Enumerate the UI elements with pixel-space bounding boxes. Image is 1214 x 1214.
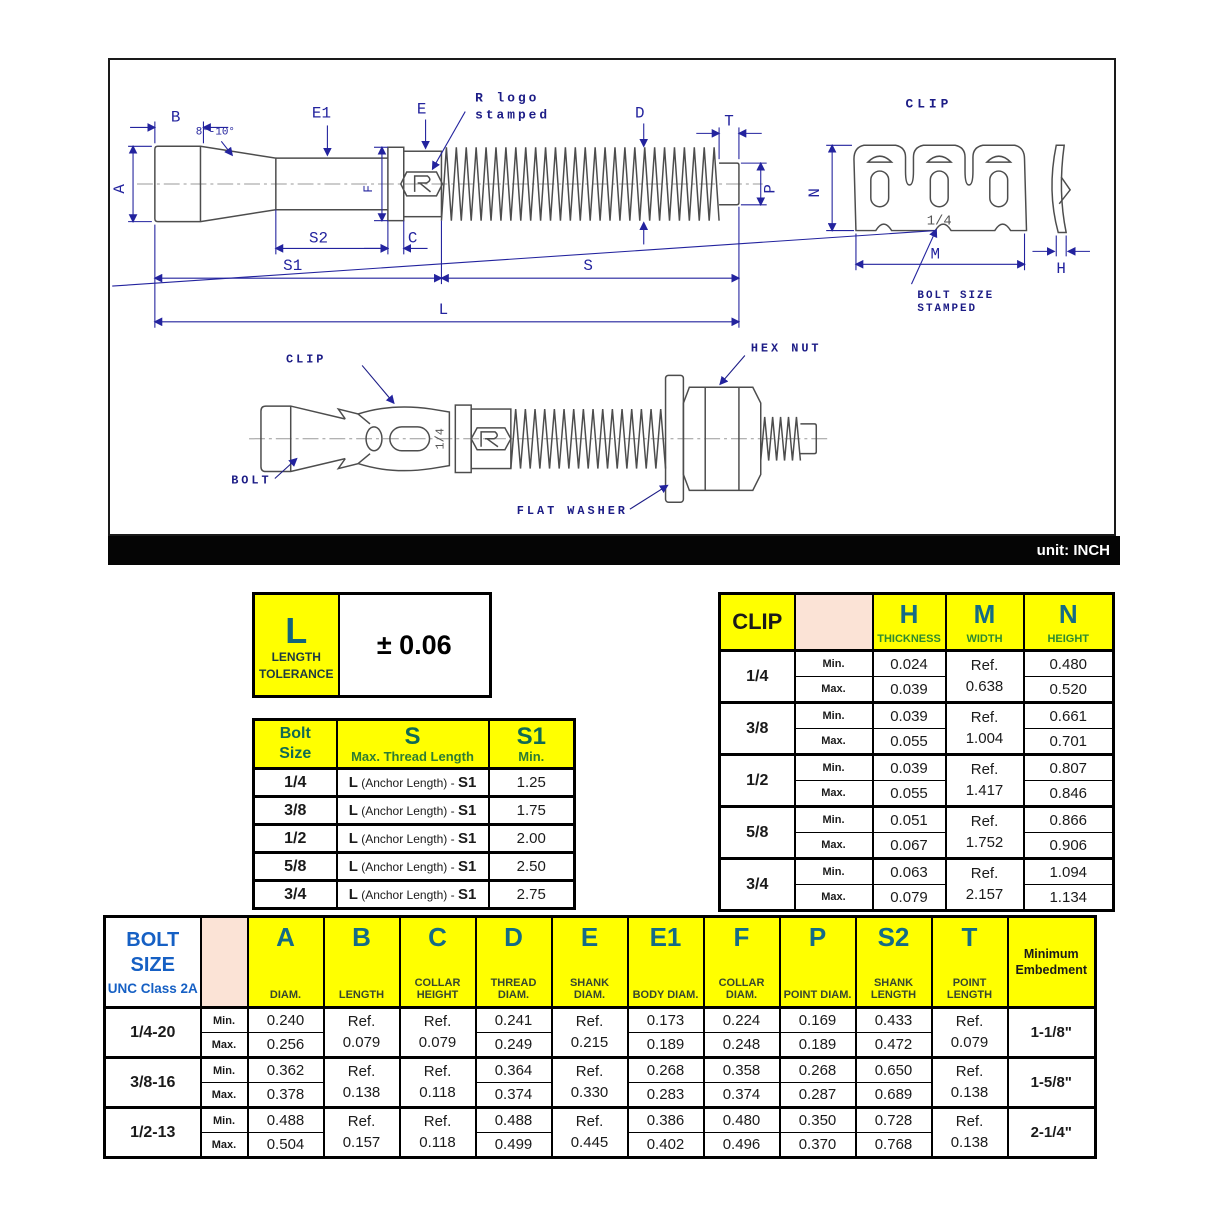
value-cell: 0.370 [780, 1133, 856, 1158]
value-cell: 0.520 [1024, 677, 1114, 703]
header-m: M WIDTH [946, 594, 1024, 651]
value-cell: 0.768 [856, 1133, 932, 1158]
size-cell: 1/2 [254, 825, 337, 853]
value-cell: 0.728 [856, 1108, 932, 1133]
dim-D: D [635, 104, 645, 123]
value-cell: 0.402 [628, 1133, 704, 1158]
table-row [105, 1008, 1096, 1033]
ref-value-cell: Ref. 0.138 [932, 1108, 1008, 1158]
value-cell: 0.374 [704, 1083, 780, 1108]
min-label: Min. [201, 1108, 248, 1133]
dim-T: T [724, 112, 734, 131]
value-cell: 0.169 [780, 1008, 856, 1033]
max-label: Max. [795, 885, 873, 911]
size-cell: 1/4-20 [105, 1008, 201, 1058]
value-cell: 0.358 [704, 1058, 780, 1083]
size-cell: 1/2 [720, 755, 795, 807]
header-s2: S2 SHANK LENGTH [856, 917, 932, 1008]
min-label: Min. [795, 651, 873, 677]
value-cell: 0.039 [873, 677, 946, 703]
value-cell: 0.378 [248, 1083, 324, 1108]
assembly-thread-profile [511, 409, 666, 468]
svg-text:R logo: R logo [475, 90, 540, 106]
ref-value-cell: Ref. 0.079 [400, 1008, 476, 1058]
value-cell: 0.063 [873, 859, 946, 885]
value-cell: 0.283 [628, 1083, 704, 1108]
clip-dimensions-table [718, 592, 1115, 912]
value-cell: 0.650 [856, 1058, 932, 1083]
bolt-table-title: BOLT SIZE UNC Class 2A [105, 917, 201, 1008]
bolt-dimensions-table [103, 915, 1097, 1159]
value-cell: 0.433 [856, 1008, 932, 1033]
unit-bar [108, 536, 1120, 565]
header-c: C COLLAR HEIGHT [400, 917, 476, 1008]
value-cell: 0.079 [873, 885, 946, 911]
table-row [254, 797, 575, 825]
max-label: Max. [795, 729, 873, 755]
dim-A: A [111, 184, 130, 194]
value-cell: 1.25 [489, 769, 575, 797]
dim-S: S [583, 257, 593, 276]
ref-value-cell: Ref. 1.752 [946, 807, 1024, 859]
header-e: E SHANK DIAM. [552, 917, 628, 1008]
value-cell: 0.661 [1024, 703, 1114, 729]
blank-cell [201, 917, 248, 1008]
value-cell: 0.496 [704, 1133, 780, 1158]
value-cell: 0.488 [476, 1108, 552, 1133]
table-row [105, 1058, 1096, 1083]
dim-E: E [416, 100, 427, 119]
header-s: S Max. Thread Length [337, 720, 489, 769]
dim-F: F [361, 185, 377, 193]
max-label: Max. [201, 1083, 248, 1108]
header-a: A DIAM. [248, 917, 324, 1008]
header-d: D THREAD DIAM. [476, 917, 552, 1008]
ref-value-cell: Ref. 0.118 [400, 1108, 476, 1158]
value-cell: 0.287 [780, 1083, 856, 1108]
blank-cell [795, 594, 873, 651]
value-cell: 0.472 [856, 1033, 932, 1058]
size-cell: 3/8 [254, 797, 337, 825]
table-row [254, 769, 575, 797]
max-label: Max. [795, 781, 873, 807]
header-embedment: Minimum Embedment [1008, 917, 1096, 1008]
value-cell: 0.866 [1024, 807, 1114, 833]
value-cell: 0.807 [1024, 755, 1114, 781]
tolerance-symbol: L [285, 610, 308, 652]
dim-P: P [761, 184, 780, 194]
value-cell: 0.906 [1024, 833, 1114, 859]
formula-cell: L (Anchor Length) - S1 [337, 881, 489, 909]
table-row [254, 825, 575, 853]
header-t: T POINT LENGTH [932, 917, 1008, 1008]
header-f: F COLLAR DIAM. [704, 917, 780, 1008]
tolerance-value: ± 0.06 [376, 629, 452, 660]
min-label: Min. [795, 807, 873, 833]
size-cell: 1/4 [720, 651, 795, 703]
formula-cell: L (Anchor Length) - S1 [337, 853, 489, 881]
value-cell: 2.50 [489, 853, 575, 881]
assembly-view [249, 375, 828, 502]
label-hex-nut: HEX NUT [750, 341, 822, 356]
svg-text:stamped: stamped [475, 107, 551, 123]
value-cell: 0.051 [873, 807, 946, 833]
min-label: Min. [201, 1058, 248, 1083]
thread-length-table [252, 718, 576, 910]
ref-value-cell: Ref. 0.079 [932, 1008, 1008, 1058]
value-cell: 0.256 [248, 1033, 324, 1058]
label-clip: CLIP [286, 352, 327, 367]
size-cell: 1/2-13 [105, 1108, 201, 1158]
unit-label: unit: INCH [1036, 542, 1110, 559]
ref-value-cell: Ref. 0.215 [552, 1008, 628, 1058]
min-label: Min. [795, 859, 873, 885]
clip-view-title: CLIP [905, 96, 953, 112]
value-cell: 0.386 [628, 1108, 704, 1133]
dim-C: C [407, 229, 418, 248]
label-bolt: BOLT [231, 473, 272, 488]
drawing-frame [108, 58, 1116, 536]
header-e1: E1 BODY DIAM. [628, 917, 704, 1008]
ref-value-cell: Ref. 0.138 [324, 1058, 400, 1108]
bolt-side-view [137, 146, 763, 221]
value-cell: 0.374 [476, 1083, 552, 1108]
table-row [720, 703, 1114, 729]
embedment-cell: 1-1/8" [1008, 1008, 1096, 1058]
size-cell: 1/4 [254, 769, 337, 797]
max-label: Max. [795, 677, 873, 703]
assembly-leaders [275, 356, 745, 510]
embedment-cell: 1-5/8" [1008, 1058, 1096, 1108]
ref-value-cell: Ref. 0.638 [946, 651, 1024, 703]
value-cell: 0.480 [704, 1108, 780, 1133]
size-cell: 3/8-16 [105, 1058, 201, 1108]
value-cell: 0.268 [780, 1058, 856, 1083]
dim-S1: S1 [283, 257, 303, 276]
size-cell: 5/8 [720, 807, 795, 859]
size-cell: 3/4 [720, 859, 795, 911]
table-row [720, 859, 1114, 885]
dim-S2: S2 [308, 229, 329, 248]
value-cell: 0.240 [248, 1008, 324, 1033]
value-cell: 0.241 [476, 1008, 552, 1033]
tolerance-symbol-cell: L LENGTH TOLERANCE [254, 594, 339, 697]
embedment-cell: 2-1/4" [1008, 1108, 1096, 1158]
header-n: N HEIGHT [1024, 594, 1114, 651]
header-b: B LENGTH [324, 917, 400, 1008]
formula-cell: L (Anchor Length) - S1 [337, 797, 489, 825]
max-label: Max. [201, 1133, 248, 1158]
value-cell: 0.701 [1024, 729, 1114, 755]
value-cell: 2.00 [489, 825, 575, 853]
ref-value-cell: Ref. 0.079 [324, 1008, 400, 1058]
label-flat-washer: FLAT WASHER [516, 504, 628, 519]
header-s1: S1 Min. [489, 720, 575, 769]
angle-note: 8°-10° [195, 126, 235, 139]
value-cell: 0.480 [1024, 651, 1114, 677]
value-cell: 2.75 [489, 881, 575, 909]
svg-text:BOLT SIZE: BOLT SIZE [917, 289, 995, 302]
table-row [254, 881, 575, 909]
assembly-stamp-text: 1/4 [433, 428, 448, 450]
size-cell: 3/4 [254, 881, 337, 909]
value-cell: 0.055 [873, 729, 946, 755]
value-cell: 1.134 [1024, 885, 1114, 911]
min-label: Min. [201, 1008, 248, 1033]
dim-N: N [806, 188, 825, 198]
formula-cell: L (Anchor Length) - S1 [337, 825, 489, 853]
header-p: P POINT DIAM. [780, 917, 856, 1008]
ref-value-cell: Ref. 0.157 [324, 1108, 400, 1158]
ref-value-cell: Ref. 1.004 [946, 703, 1024, 755]
clip-stamp-text: 1/4 [926, 213, 952, 230]
value-cell: 0.846 [1024, 781, 1114, 807]
value-cell: 0.189 [780, 1033, 856, 1058]
ref-value-cell: Ref. 0.330 [552, 1058, 628, 1108]
ref-value-cell: Ref. 1.417 [946, 755, 1024, 807]
value-cell: 0.173 [628, 1008, 704, 1033]
value-cell: 0.055 [873, 781, 946, 807]
anchor-bolt-drawing [110, 60, 1114, 534]
formula-cell: L (Anchor Length) - S1 [337, 769, 489, 797]
header-bolt-size: Bolt Size [254, 720, 337, 769]
ref-value-cell: Ref. 0.138 [932, 1058, 1008, 1108]
clip-front-view [854, 145, 1070, 232]
dim-B: B [170, 108, 181, 127]
value-cell: 0.504 [248, 1133, 324, 1158]
value-cell: 0.067 [873, 833, 946, 859]
size-cell: 5/8 [254, 853, 337, 881]
value-cell: 0.039 [873, 703, 946, 729]
value-cell: 0.362 [248, 1058, 324, 1083]
value-cell: 0.364 [476, 1058, 552, 1083]
value-cell: 0.189 [628, 1033, 704, 1058]
table-row [720, 807, 1114, 833]
value-cell: 0.249 [476, 1033, 552, 1058]
dimension-lines-top [128, 112, 767, 328]
clip-table-title: CLIP [720, 594, 795, 651]
value-cell: 0.224 [704, 1008, 780, 1033]
value-cell: 0.488 [248, 1108, 324, 1133]
dim-E1: E1 [311, 104, 331, 123]
svg-text:STAMPED: STAMPED [917, 302, 978, 315]
dim-L: L [438, 300, 449, 319]
table-row [720, 755, 1114, 781]
table-row [720, 651, 1114, 677]
clip-side-view [1052, 145, 1066, 232]
max-label: Max. [201, 1033, 248, 1058]
value-cell: 0.039 [873, 755, 946, 781]
tolerance-value-cell [339, 594, 491, 697]
value-cell: 0.248 [704, 1033, 780, 1058]
length-tolerance-table [252, 592, 492, 698]
min-label: Min. [795, 703, 873, 729]
dim-H: H [1056, 260, 1066, 279]
value-cell: 0.350 [780, 1108, 856, 1133]
value-cell: 1.75 [489, 797, 575, 825]
value-cell: 0.689 [856, 1083, 932, 1108]
r-logo-note [475, 91, 550, 123]
dim-M: M [930, 245, 941, 264]
table-row [254, 853, 575, 881]
max-label: Max. [795, 833, 873, 859]
value-cell: 0.268 [628, 1058, 704, 1083]
value-cell: 1.094 [1024, 859, 1114, 885]
clip-notes [906, 97, 995, 315]
header-h: H THICKNESS [873, 594, 946, 651]
value-cell: 0.499 [476, 1133, 552, 1158]
ref-value-cell: Ref. 2.157 [946, 859, 1024, 911]
size-cell: 3/8 [720, 703, 795, 755]
table-row [105, 1108, 1096, 1133]
ref-value-cell: Ref. 0.118 [400, 1058, 476, 1108]
hex-nut-shape [683, 387, 760, 490]
min-label: Min. [795, 755, 873, 781]
value-cell: 0.024 [873, 651, 946, 677]
ref-value-cell: Ref. 0.445 [552, 1108, 628, 1158]
